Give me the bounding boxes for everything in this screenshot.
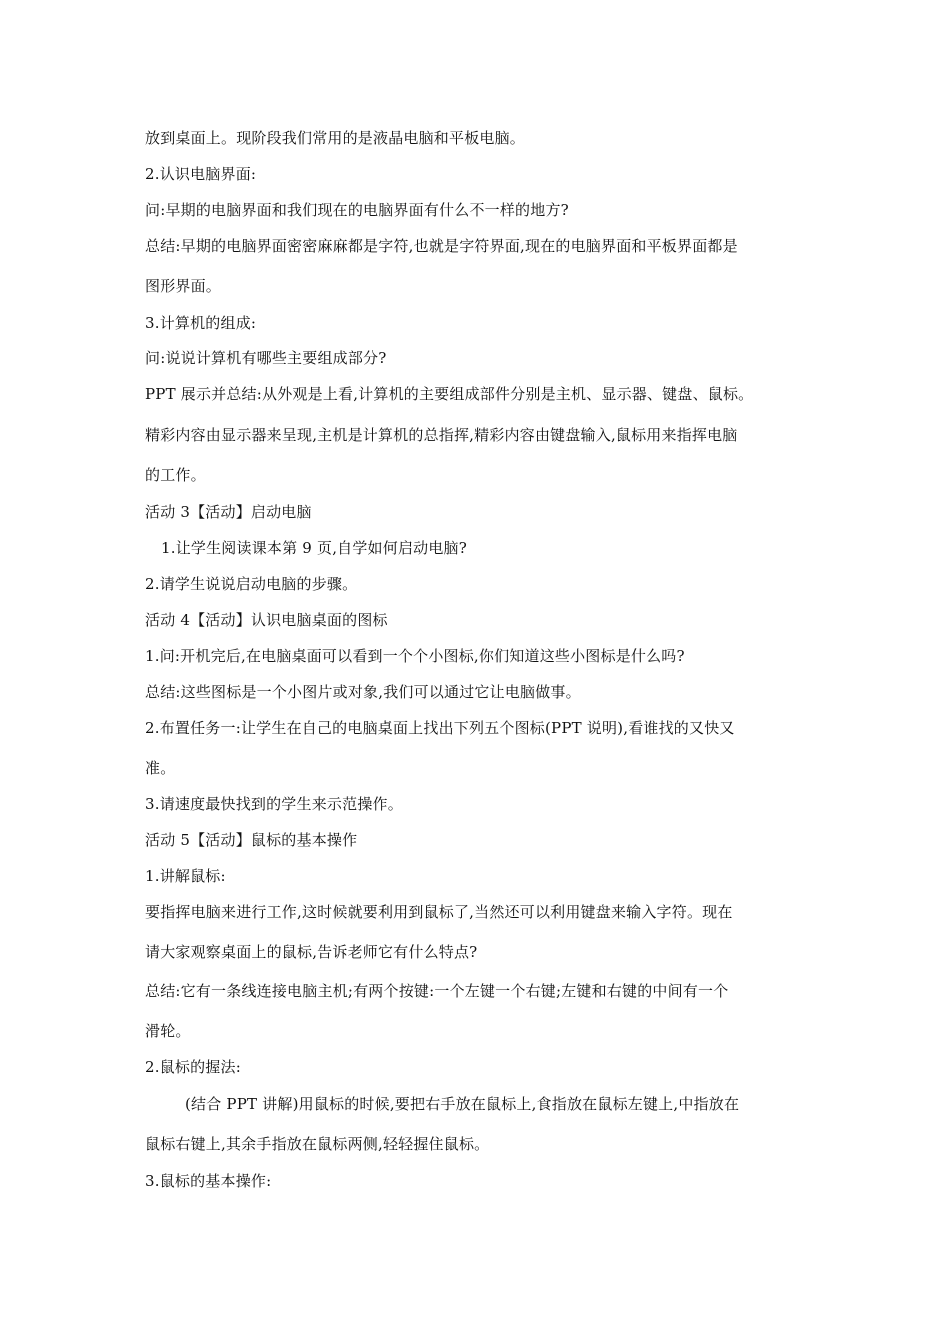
activity-heading: 活动 4【活动】认识电脑桌面的图标 <box>145 611 388 629</box>
paragraph-line: 要指挥电脑来进行工作,这时候就要利用到鼠标了,当然还可以利用键盘来输入字符。现在 <box>145 903 733 921</box>
section-heading: 2.认识电脑界面: <box>145 165 257 183</box>
activity-heading: 活动 3【活动】启动电脑 <box>145 503 312 521</box>
paragraph-line: 总结:它有一条线连接电脑主机;有两个按键:一个左键一个右键;左键和右键的中间有一个 <box>145 982 729 1000</box>
paragraph-line: 问:早期的电脑界面和我们现在的电脑界面有什么不一样的地方? <box>145 201 569 219</box>
paragraph-line: 图形界面。 <box>145 277 222 295</box>
paragraph-line: 鼠标右键上,其余手指放在鼠标两侧,轻轻握住鼠标。 <box>145 1135 490 1153</box>
paragraph-line: 的工作。 <box>145 466 206 484</box>
section-heading: 3.鼠标的基本操作: <box>145 1172 272 1190</box>
paragraph-line: PPT 展示并总结:从外观是上看,计算机的主要组成部件分别是主机、显示器、键盘、鼠标。 <box>145 385 754 403</box>
paragraph-line: 滑轮。 <box>145 1022 191 1040</box>
paragraph-line: 1.问:开机完后,在电脑桌面可以看到一个个小图标,你们知道这些小图标是什么吗? <box>145 647 685 665</box>
paragraph-line: 精彩内容由显示器来呈现,主机是计算机的总指挥,精彩内容由键盘输入,鼠标用来指挥电脑 <box>145 426 738 444</box>
section-heading: 3.计算机的组成: <box>145 314 257 332</box>
paragraph-line: 准。 <box>145 759 176 777</box>
paragraph-line: 2.请学生说说启动电脑的步骤。 <box>145 575 358 593</box>
paragraph-line: 总结:这些图标是一个小图片或对象,我们可以通过它让电脑做事。 <box>145 683 581 701</box>
paragraph-line: 总结:早期的电脑界面密密麻麻都是字符,也就是字符界面,现在的电脑界面和平板界面都是 <box>145 237 738 255</box>
paragraph-line: 2.布置任务一:让学生在自己的电脑桌面上找出下列五个图标(PPT 说明),看谁找的又快又 <box>145 719 735 737</box>
section-heading: 1.讲解鼠标: <box>145 867 226 885</box>
section-heading: 2.鼠标的握法: <box>145 1058 241 1076</box>
paragraph-line: 3.请速度最快找到的学生来示范操作。 <box>145 795 403 813</box>
activity-heading: 活动 5【活动】鼠标的基本操作 <box>145 831 358 849</box>
paragraph-line: 1.让学生阅读课本第 9 页,自学如何启动电脑? <box>161 539 468 557</box>
paragraph-line: 放到桌面上。现阶段我们常用的是液晶电脑和平板电脑。 <box>145 129 526 147</box>
paragraph-line: 问:说说计算机有哪些主要组成部分? <box>145 349 387 367</box>
paragraph-line: 请大家观察桌面上的鼠标,告诉老师它有什么特点? <box>145 943 478 961</box>
paragraph-line: (结合 PPT 讲解)用鼠标的时候,要把右手放在鼠标上,食指放在鼠标左键上,中指放在 <box>185 1095 740 1113</box>
